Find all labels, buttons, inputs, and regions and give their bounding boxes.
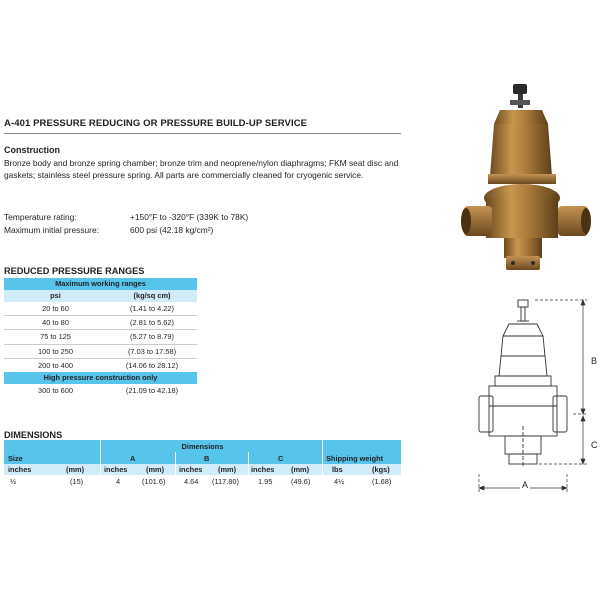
unit-lbs: lbs (332, 465, 343, 474)
cell-size-mm: (15) (70, 477, 84, 486)
unit-b-in: inches (179, 465, 203, 474)
ranges-heading: REDUCED PRESSURE RANGES (4, 266, 145, 276)
unit-c-in: inches (251, 465, 275, 474)
table-row (4, 345, 197, 359)
range-psi: 100 to 250 (38, 346, 73, 356)
unit-b-mm: (mm) (218, 465, 237, 474)
col-b: B (204, 454, 210, 463)
table-row (4, 475, 401, 487)
spec-label: Temperature rating: (4, 212, 77, 222)
ship-label: Shipping weight (326, 454, 384, 463)
range-kg: (7.03 to 17.58) (127, 346, 177, 356)
dimension-drawing (455, 296, 600, 496)
col-psi: psi (50, 291, 61, 300)
cell-c-mm: (49.6) (291, 477, 311, 486)
range-psi: 200 to 400 (38, 360, 73, 370)
dim-group-label: Dimensions (181, 442, 224, 451)
ranges-band-title: Maximum working ranges (4, 278, 197, 290)
size-label: Size (8, 454, 23, 463)
spec-label: Maximum initial pressure: (4, 225, 99, 235)
unit-kgs: (kgs) (372, 465, 390, 474)
unit-a-mm: (mm) (146, 465, 165, 474)
valve-photo (458, 80, 598, 280)
range-kg: (1.41 to 4.22) (130, 304, 174, 313)
table-row (4, 302, 197, 316)
unit-size-in: inches (8, 465, 32, 474)
range-kg: (5.27 to 8.79) (130, 332, 174, 342)
range-kg: (2.81 to 5.62) (130, 318, 174, 328)
range-kg: (21.09 to 42.18) (125, 385, 179, 395)
range-psi: 40 to 80 (42, 318, 69, 328)
cell-a-mm: (101.6) (142, 477, 166, 486)
ranges-column-headers (4, 290, 197, 302)
spec-value: 600 psi (42.18 kg/cm²) (130, 225, 214, 235)
column-divider (175, 452, 176, 475)
high-pressure-rows (4, 384, 197, 397)
table-row (4, 316, 197, 330)
drawing-label-c: C (591, 440, 598, 450)
spec-value: +150°F to -320°F (339K to 78K) (130, 212, 249, 222)
dim-header-top (4, 440, 401, 452)
dim-header-mid (4, 452, 401, 464)
column-divider (100, 440, 101, 475)
col-c: C (278, 454, 284, 463)
cell-lbs: 4½ (334, 477, 345, 486)
range-psi: 75 to 125 (40, 332, 71, 342)
range-psi: 20 to 60 (42, 304, 69, 313)
high-pressure-title: High pressure construction only (4, 372, 197, 384)
col-a: A (130, 454, 136, 463)
cell-kgs: (1.68) (372, 477, 392, 486)
ranges-rows (4, 302, 197, 372)
drawing-label-b: B (591, 356, 598, 366)
unit-c-mm: (mm) (291, 465, 310, 474)
column-divider (322, 440, 323, 475)
table-row (4, 359, 197, 372)
cell-c-in: 1.95 (258, 477, 273, 486)
ranges-table (4, 278, 197, 397)
construction-heading: Construction (4, 145, 60, 155)
range-kg: (14.06 to 28.12) (125, 360, 179, 370)
cell-b-in: 4.64 (184, 477, 199, 486)
page-title: A-401 PRESSURE REDUCING OR PRESSURE BUILD-UP SERVICE (4, 118, 308, 129)
unit-size-mm: (mm) (66, 465, 85, 474)
unit-a-in: inches (104, 465, 128, 474)
table-row (4, 384, 197, 397)
cell-a-in: 4 (116, 477, 121, 486)
cell-size-in: ½ (10, 477, 17, 486)
column-divider (248, 452, 249, 475)
table-row (4, 330, 197, 344)
cell-b-mm: (117.80) (212, 477, 239, 486)
range-psi: 300 to 600 (38, 385, 73, 395)
dim-header-units (4, 464, 401, 475)
dimensions-heading: DIMENSIONS (4, 430, 63, 440)
dimensions-table (4, 440, 401, 487)
drawing-label-a: A (522, 480, 529, 490)
col-kg: (kg/sq cm) (133, 291, 171, 300)
construction-text: Bronze body and bronze spring chamber; bronze trim and neoprene/nylon diaphragms; FKM seat disc and gaskets; stainless steel pressure spring. All parts are commercially cleaned for cryogenic service. (4, 158, 399, 180)
title-divider (4, 133, 401, 134)
